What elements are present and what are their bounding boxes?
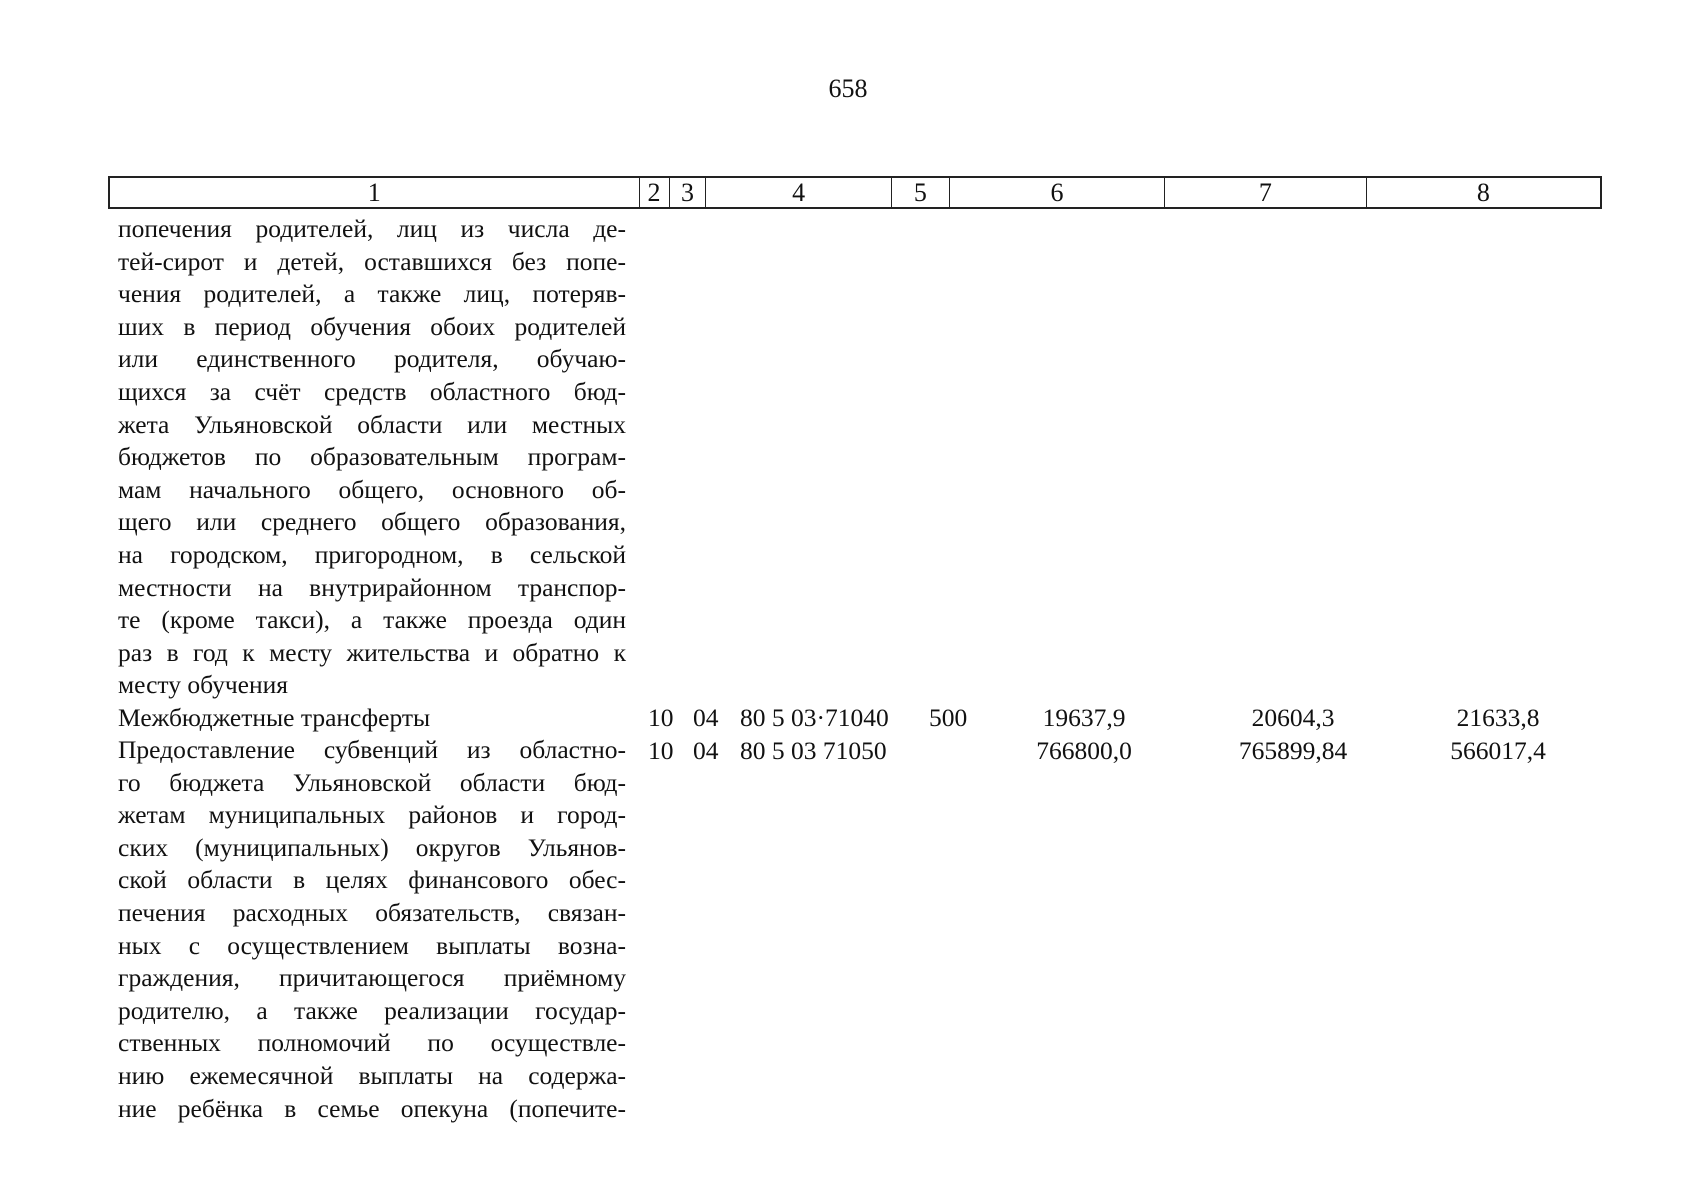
text-line: тей-сирот и детей, оставшихся без попе-: [118, 246, 626, 276]
row-name: Предоставление субвенций из областно-: [118, 735, 626, 764]
column-header-3: 3: [670, 178, 707, 207]
row-amount-col8: 566017,4: [1450, 736, 1546, 765]
text-line: на городском, пригородном, в сельской: [118, 539, 626, 569]
text-line: печения расходных обязательств, связан-: [118, 897, 626, 927]
text-line: родителю, а также реализации государ-: [118, 995, 626, 1025]
column-header-5: 5: [892, 178, 950, 207]
row-amount-col7: 20604,3: [1251, 703, 1335, 732]
column-header-1: 1: [110, 178, 640, 207]
text-line: жета Ульяновской области или местных: [118, 409, 626, 439]
text-line: щего или среднего общего образования,: [118, 507, 626, 537]
text-line: местности на внутрирайонном транспор-: [118, 572, 626, 602]
text-line: ние ребёнка в семье опекуна (попечите-: [118, 1093, 626, 1123]
row-subsection: 04: [693, 736, 719, 765]
text-line: те (кроме такси), а также проезда один: [118, 605, 626, 635]
row-amount-col6: 19637,9: [1042, 703, 1126, 732]
row-expense-type: 500: [929, 703, 968, 732]
row-name: Межбюджетные трансферты: [118, 703, 431, 732]
row-section: 10: [648, 736, 674, 765]
text-line: ших в период обучения обоих родителей: [118, 311, 626, 341]
text-line: нию ежемесячной выплаты на содержа-: [118, 1060, 626, 1090]
column-header-2: 2: [640, 178, 670, 207]
row-amount-col8: 21633,8: [1456, 703, 1540, 732]
text-line: граждения, причитающегося приёмному: [118, 963, 626, 993]
row-amount-col7: 765899,84: [1238, 736, 1348, 765]
row-subsection: 04: [693, 703, 719, 732]
text-line: щихся за счёт средств областного бюд-: [118, 376, 626, 406]
row-target-code: 80 5 03·71040: [740, 703, 889, 732]
text-line: ственных полномочий по осуществле-: [118, 1028, 626, 1058]
text-line: ских (муниципальных) округов Ульянов-: [118, 832, 626, 862]
table-header-row: [108, 176, 1602, 209]
table-row: [0, 701, 1696, 734]
row-target-code: 80 5 03 71050: [740, 736, 887, 765]
subvention-description: [118, 734, 626, 1125]
text-line: или единственного родителя, обучаю-: [118, 344, 626, 374]
text-line: ской области в целях финансового обес-: [118, 865, 626, 895]
text-line: раз в год к месту жительства и обратно к: [118, 637, 626, 667]
row-amount-col6: 766800,0: [1036, 736, 1132, 765]
column-header-7: 7: [1165, 178, 1366, 207]
column-header-6: 6: [950, 178, 1165, 207]
row-section: 10: [648, 703, 674, 732]
text-line: ных с осуществлением выплаты возна-: [118, 930, 626, 960]
text-line: го бюджета Ульяновской области бюд-: [118, 767, 626, 797]
column-header-4: 4: [706, 178, 892, 207]
text-line: чения родителей, а также лиц, потеряв-: [118, 279, 626, 309]
column-header-8: 8: [1476, 178, 1490, 207]
page-number: 658: [828, 74, 868, 103]
text-line: месту обучения: [118, 670, 289, 700]
text-line: жетам муниципальных районов и город-: [118, 800, 626, 830]
text-line: мам начального общего, основного об-: [118, 474, 626, 504]
continued-description: [118, 213, 626, 702]
text-line: попечения родителей, лиц из числа де-: [118, 214, 626, 243]
text-line: бюджетов по образовательным програм-: [118, 442, 626, 472]
